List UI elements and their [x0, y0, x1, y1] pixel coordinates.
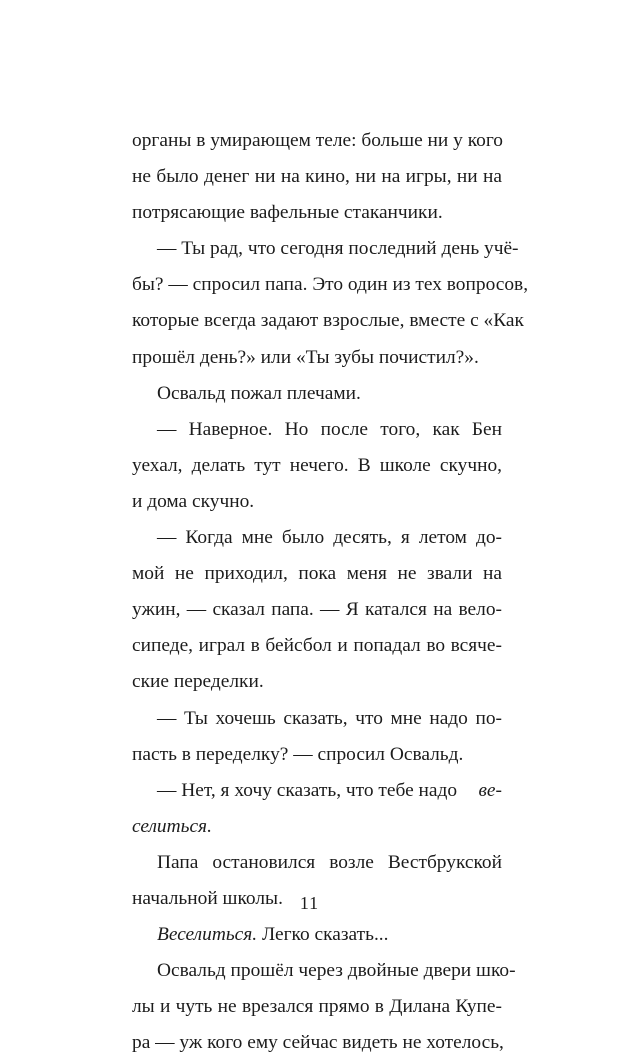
text-line: лы и чуть не врезался прямо в Дилана Купе- [132, 996, 502, 1018]
text-line: прошёл день?» или «Ты зубы почистил?». [132, 346, 479, 368]
text-line: мой не приходил, пока меня не звали на [132, 563, 502, 585]
text-line: начальной школы. [132, 887, 283, 909]
text-line: сипеде, играл в бейсбол и попадал во всяче- [132, 635, 502, 657]
emphasis-text: ве- [478, 779, 502, 801]
text-line: ужин, — сказал папа. — Я катался на вело- [132, 599, 502, 621]
text-line: Освальд пожал плечами. [157, 382, 361, 404]
text-line: уехал, делать тут нечего. В школе скучно, [132, 454, 502, 476]
body-text [132, 123, 529, 1061]
text-line: ра — уж кого ему сейчас видеть не хотелось, [132, 1032, 504, 1054]
text-line: не было денег ни на кино, ни на игры, ни на [132, 166, 502, 188]
emphasis-text: Веселиться. [157, 924, 258, 946]
text-line: Освальд прошёл через двойные двери шко- [157, 960, 516, 982]
text-line [132, 773, 502, 809]
text-line: и дома скучно. [132, 490, 255, 512]
text-line: — Наверное. Но после того, как Бен [157, 418, 502, 440]
emphasis-text: селиться. [132, 815, 212, 837]
text-line: ские переделки. [132, 671, 264, 693]
text-line: пасть в переделку? — спросил Освальд. [132, 743, 464, 765]
text-fragment: — Нет, я хочу сказать, что тебе надо [157, 779, 462, 801]
text-line: органы в умирающем теле: больше ни у кого [132, 130, 503, 151]
text-line: бы? — спросил папа. Это один из тех вопросов, [132, 274, 529, 296]
text-line: Папа остановился возле Вестбрукской [157, 851, 502, 873]
text-line: которые всегда задают взрослые, вместе с «Как [132, 310, 524, 332]
text-line: — Когда мне было десять, я летом до- [157, 527, 502, 549]
text-line: — Ты рад, что сегодня последний день учё- [157, 238, 519, 260]
text-line [132, 917, 502, 953]
text-line: — Ты хочешь сказать, что мне надо по- [157, 707, 502, 729]
page-number: 11 [299, 893, 320, 913]
text-line: потрясающие вафельные стаканчики. [132, 202, 443, 224]
text-line [132, 809, 502, 845]
text-fragment: Легко сказать... [257, 924, 389, 946]
